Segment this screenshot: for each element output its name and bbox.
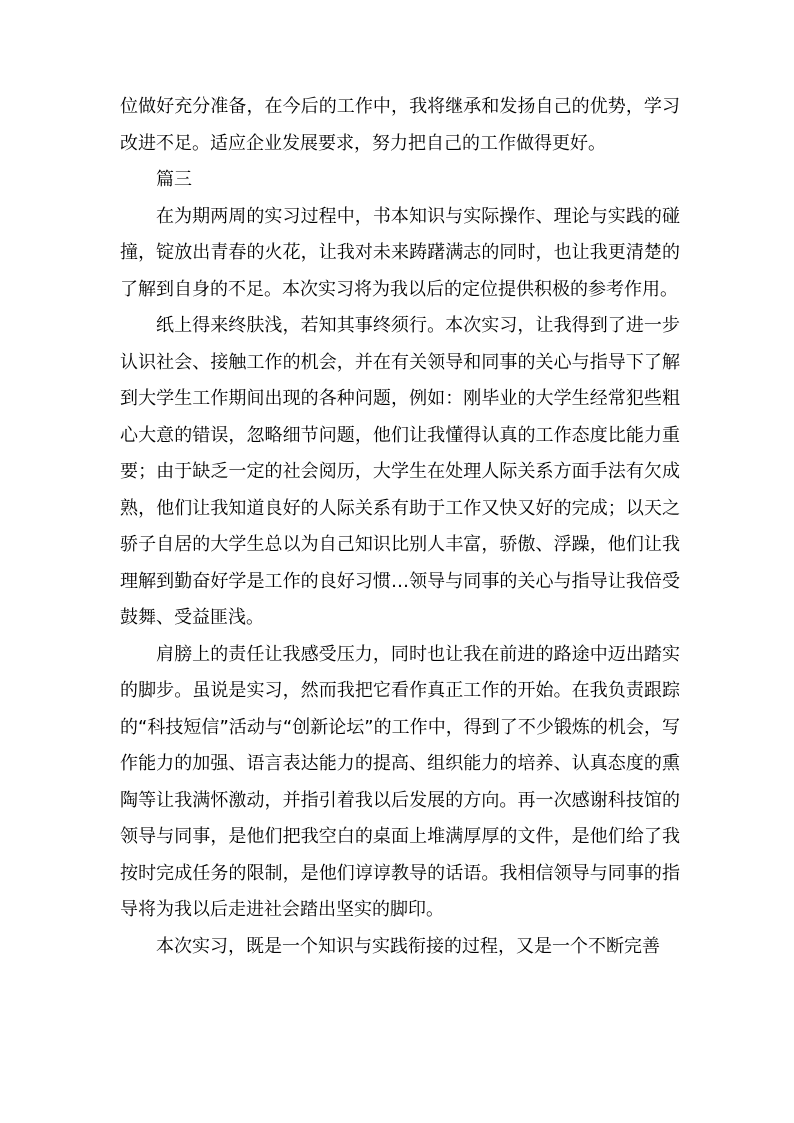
paragraph: 本次实习，既是一个知识与实践衔接的过程，又是一个不断完善 [156,935,660,957]
paragraph: 肩膀上的责任让我感受压力，同时也让我在前进的路途中迈出踏实的脚步。虽说是实习，然而我把它看作真正工作的开始。在我负责跟踪的“科技短信”活动与“创新论坛”的工作中，得到了不少锻炼的机会，写作能力的加强、语言表达能力的提高、组织能力的培养、认真态度的熏陶等让我满怀激动，并指引着我以后发展的方向。再一次感谢科技馆的领导与同事，是他们把我空白的桌面上堆满厚厚的文件，是他们给了我按时完成任务的限制，是他们谆谆教导的话语。我相信领导与同事的指导将为我以后走进社会踏出坚实的脚印。 [120,643,680,920]
paragraph: 纸上得来终肤浅，若知其事终须行。本次实习，让我得到了进一步认识社会、接触工作的机会，并在有关领导和同事的关心与指导下了解到大学生工作期间出现的各种问题，例如：刚毕业的大学生经常犯些粗心大意的错误，忽略细节问题，他们让我懂得认真的工作态度比能力重要；由于缺乏一定的社会阅历，大学生在处理人际关系方面手法有欠成熟，他们让我知道良好的人际关系有助于工作又快又好的完成；以天之骄子自居的大学生总以为自己知识比别人丰富，骄傲、浮躁，他们让我理解到勤奋好学是工作的良好习惯…领导与同事的关心与指导让我倍受鼓舞、受益匪浅。 [120,315,680,628]
section-heading: 篇三 [156,169,192,190]
paragraph-continuation: 位做好充分准备，在今后的工作中，我将继承和发扬自己的优势，学习改进不足。适应企业发展要求，努力把自己的工作做得更好。 [120,96,680,154]
document-body [120,89,680,965]
paragraph: 在为期两周的实习过程中，书本知识与实际操作、理论与实践的碰撞，锭放出青春的火花，让我对未来踌躇满志的同时，也让我更清楚的了解到自身的不足。本次实习将为我以后的定位提供积极的参考作用。 [120,205,680,300]
